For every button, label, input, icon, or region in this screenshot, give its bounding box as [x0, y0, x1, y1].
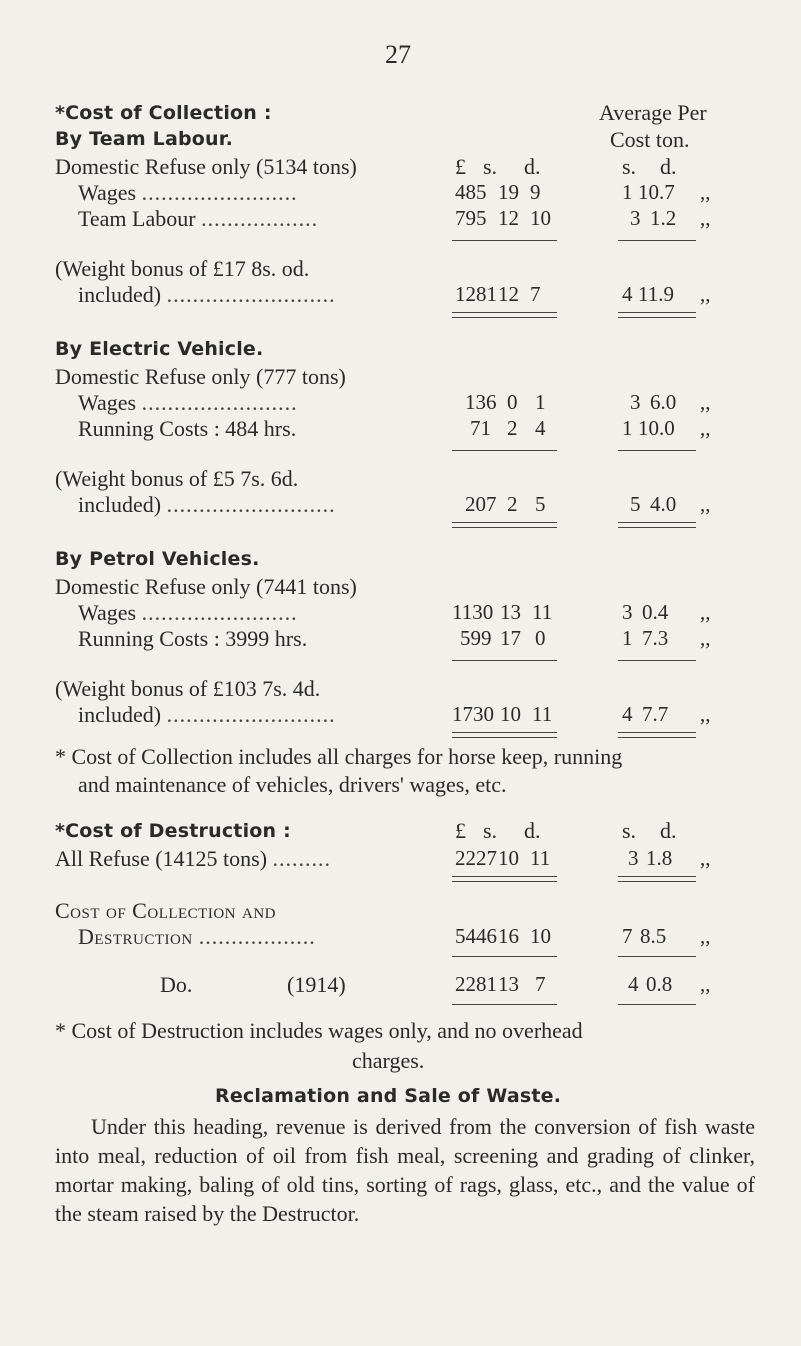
- petrol-wages-label: Wages ........................: [78, 600, 298, 625]
- combined-avg-s: 7: [622, 924, 633, 948]
- electric-heading: By Electric Vehicle.: [55, 338, 264, 360]
- average-header-line-2: Cost ton.: [610, 127, 690, 152]
- avg-unit-shilling: s.: [622, 818, 637, 843]
- unit-pence: d.: [524, 818, 541, 843]
- double-rule: [618, 732, 696, 738]
- petrol-bonus-line-2: included) ..........................: [78, 702, 336, 727]
- team-labour-avg-d: 1.2: [650, 206, 677, 230]
- collection-footnote-line-2: and maintenance of vehicles, drivers' wages, etc.: [78, 772, 507, 797]
- unit-pence: d.: [524, 154, 541, 179]
- team-wages-label: Wages ........................: [78, 180, 298, 205]
- combined-pounds: 5446: [455, 924, 497, 948]
- team-total-pounds: 1281: [455, 282, 497, 306]
- electric-running-avg-s: 1: [622, 416, 633, 440]
- electric-total-pounds: 207: [465, 492, 497, 516]
- ditto-mark: ,,: [700, 492, 711, 516]
- electric-running-shillings: 2: [507, 416, 518, 440]
- collection-heading: *Cost of Collection :: [55, 102, 272, 124]
- electric-wages-label: Wages ........................: [78, 390, 298, 415]
- team-wages-avg-d: 10.7: [638, 180, 675, 204]
- all-refuse-pounds: 2227: [455, 846, 497, 870]
- ditto-mark: ,,: [700, 972, 711, 996]
- ditto-mark: ,,: [700, 416, 711, 440]
- rule: [618, 240, 696, 241]
- reclamation-heading: Reclamation and Sale of Waste.: [215, 1085, 562, 1107]
- all-refuse-pence: 11: [530, 846, 551, 870]
- petrol-total-pounds: 1730: [452, 702, 494, 726]
- destruction-footnote-line-2: charges.: [352, 1048, 425, 1073]
- petrol-running-avg-d: 7.3: [642, 626, 669, 650]
- team-bonus-line-1: (Weight bonus of £17 8s. od.: [55, 256, 310, 281]
- team-labour-avg-s: 3: [630, 206, 641, 230]
- page-number: 27: [385, 40, 411, 69]
- unit-pound: £: [455, 818, 466, 843]
- electric-total-avg-d: 4.0: [650, 492, 677, 516]
- rule: [452, 1004, 557, 1005]
- team-labour-pounds: 795: [455, 206, 487, 230]
- team-labour-pence: 10: [530, 206, 551, 230]
- destruction-heading: *Cost of Destruction :: [55, 820, 291, 842]
- petrol-total-shillings: 10: [500, 702, 521, 726]
- electric-running-pence: 4: [535, 416, 546, 440]
- double-rule: [452, 522, 557, 528]
- electric-running-pounds: 71: [470, 416, 491, 440]
- rule: [618, 1004, 696, 1005]
- petrol-total-avg-d: 7.7: [642, 702, 669, 726]
- combined-pence: 10: [530, 924, 551, 948]
- reclamation-paragraph: Under this heading, revenue is derived from the conversion of fish waste into meal, reduction of oil from fish meal, screening and grading of clinker, mortar making, baling of old tins, sorting of rags, glass, etc., and the value of the steam raised by the Destructor.: [55, 1114, 755, 1226]
- ditto-do-label: Do.: [160, 972, 193, 997]
- do-avg-d: 0.8: [646, 972, 673, 996]
- double-rule: [452, 312, 557, 318]
- all-refuse-avg-s: 3: [628, 846, 639, 870]
- team-labour-heading: By Team Labour.: [55, 128, 234, 150]
- team-bonus-line-2: included) ..........................: [78, 282, 336, 307]
- petrol-wages-avg-s: 3: [622, 600, 633, 624]
- team-total-avg-d: 11.9: [638, 282, 674, 306]
- all-refuse-shillings: 10: [498, 846, 519, 870]
- electric-wages-shillings: 0: [507, 390, 518, 414]
- electric-wages-avg-d: 6.0: [650, 390, 677, 414]
- petrol-total-pence: 11: [532, 702, 553, 726]
- team-refuse-label: Domestic Refuse only (5134 tons): [55, 154, 357, 179]
- combined-cost-line-1: Cost of Collection and: [55, 898, 277, 923]
- rule: [452, 240, 557, 241]
- rule: [452, 660, 557, 661]
- ditto-mark: ,,: [700, 626, 711, 650]
- ditto-mark: ,,: [700, 390, 711, 414]
- electric-running-avg-d: 10.0: [638, 416, 675, 440]
- do-avg-s: 4: [628, 972, 639, 996]
- electric-refuse-label: Domestic Refuse only (777 tons): [55, 364, 346, 389]
- electric-wages-pence: 1: [535, 390, 546, 414]
- electric-total-pence: 5: [535, 492, 546, 516]
- do-pounds: 2281: [455, 972, 497, 996]
- average-header-line-1: Average Per: [599, 100, 707, 125]
- rule: [452, 956, 557, 957]
- team-total-avg-s: 4: [622, 282, 633, 306]
- team-total-pence: 7: [530, 282, 541, 306]
- team-labour-label: Team Labour ..................: [78, 206, 319, 231]
- electric-total-shillings: 2: [507, 492, 518, 516]
- ditto-mark: ,,: [700, 600, 711, 624]
- electric-wages-pounds: 136: [465, 390, 497, 414]
- electric-bonus-line-1: (Weight bonus of £5 7s. 6d.: [55, 466, 299, 491]
- petrol-bonus-line-1: (Weight bonus of £103 7s. 4d.: [55, 676, 321, 701]
- all-refuse-avg-d: 1.8: [646, 846, 673, 870]
- petrol-wages-shillings: 13: [500, 600, 521, 624]
- petrol-wages-pounds: 1130: [452, 600, 494, 624]
- team-total-shillings: 12: [498, 282, 519, 306]
- destruction-footnote-line-1: * Cost of Destruction includes wages only, and no overhead: [55, 1018, 583, 1043]
- collection-footnote-line-1: * Cost of Collection includes all charges for horse keep, running: [55, 744, 623, 769]
- double-rule: [618, 876, 696, 882]
- petrol-running-shillings: 17: [500, 626, 521, 650]
- electric-wages-avg-s: 3: [630, 390, 641, 414]
- ditto-mark: ,,: [700, 702, 711, 726]
- petrol-wages-pence: 11: [532, 600, 553, 624]
- ditto-mark: ,,: [700, 206, 711, 230]
- team-wages-pounds: 485: [455, 180, 487, 204]
- petrol-running-label: Running Costs : 3999 hrs.: [78, 626, 308, 651]
- combined-cost-line-2: Destruction ..................: [78, 924, 316, 949]
- ditto-mark: ,,: [700, 846, 711, 870]
- unit-pound: £: [455, 154, 466, 179]
- team-wages-avg-s: 1: [622, 180, 633, 204]
- petrol-total-avg-s: 4: [622, 702, 633, 726]
- unit-shilling: s.: [483, 818, 498, 843]
- ditto-do-year: (1914): [287, 972, 346, 997]
- rule: [452, 450, 557, 451]
- electric-total-avg-s: 5: [630, 492, 641, 516]
- petrol-running-avg-s: 1: [622, 626, 633, 650]
- petrol-heading: By Petrol Vehicles.: [55, 548, 260, 570]
- petrol-running-pence: 0: [535, 626, 546, 650]
- rule: [618, 660, 696, 661]
- combined-avg-d: 8.5: [640, 924, 667, 948]
- ditto-mark: ,,: [700, 180, 711, 204]
- combined-shillings: 16: [498, 924, 519, 948]
- avg-unit-pence: d.: [660, 154, 677, 179]
- petrol-wages-avg-d: 0.4: [642, 600, 669, 624]
- ditto-mark: ,,: [700, 924, 711, 948]
- petrol-running-pounds: 599: [460, 626, 492, 650]
- do-pence: 7: [535, 972, 546, 996]
- unit-shilling: s.: [483, 154, 498, 179]
- double-rule: [618, 312, 696, 318]
- avg-unit-shilling: s.: [622, 154, 637, 179]
- team-labour-shillings: 12: [498, 206, 519, 230]
- team-wages-pence: 9: [530, 180, 541, 204]
- double-rule: [452, 732, 557, 738]
- avg-unit-pence: d.: [660, 818, 677, 843]
- petrol-refuse-label: Domestic Refuse only (7441 tons): [55, 574, 357, 599]
- team-wages-shillings: 19: [498, 180, 519, 204]
- all-refuse-label: All Refuse (14125 tons) .........: [55, 846, 332, 871]
- ditto-mark: ,,: [700, 282, 711, 306]
- electric-bonus-line-2: included) ..........................: [78, 492, 336, 517]
- electric-running-label: Running Costs : 484 hrs.: [78, 416, 297, 441]
- rule: [618, 450, 696, 451]
- double-rule: [452, 876, 557, 882]
- double-rule: [618, 522, 696, 528]
- do-shillings: 13: [498, 972, 519, 996]
- rule: [618, 956, 696, 957]
